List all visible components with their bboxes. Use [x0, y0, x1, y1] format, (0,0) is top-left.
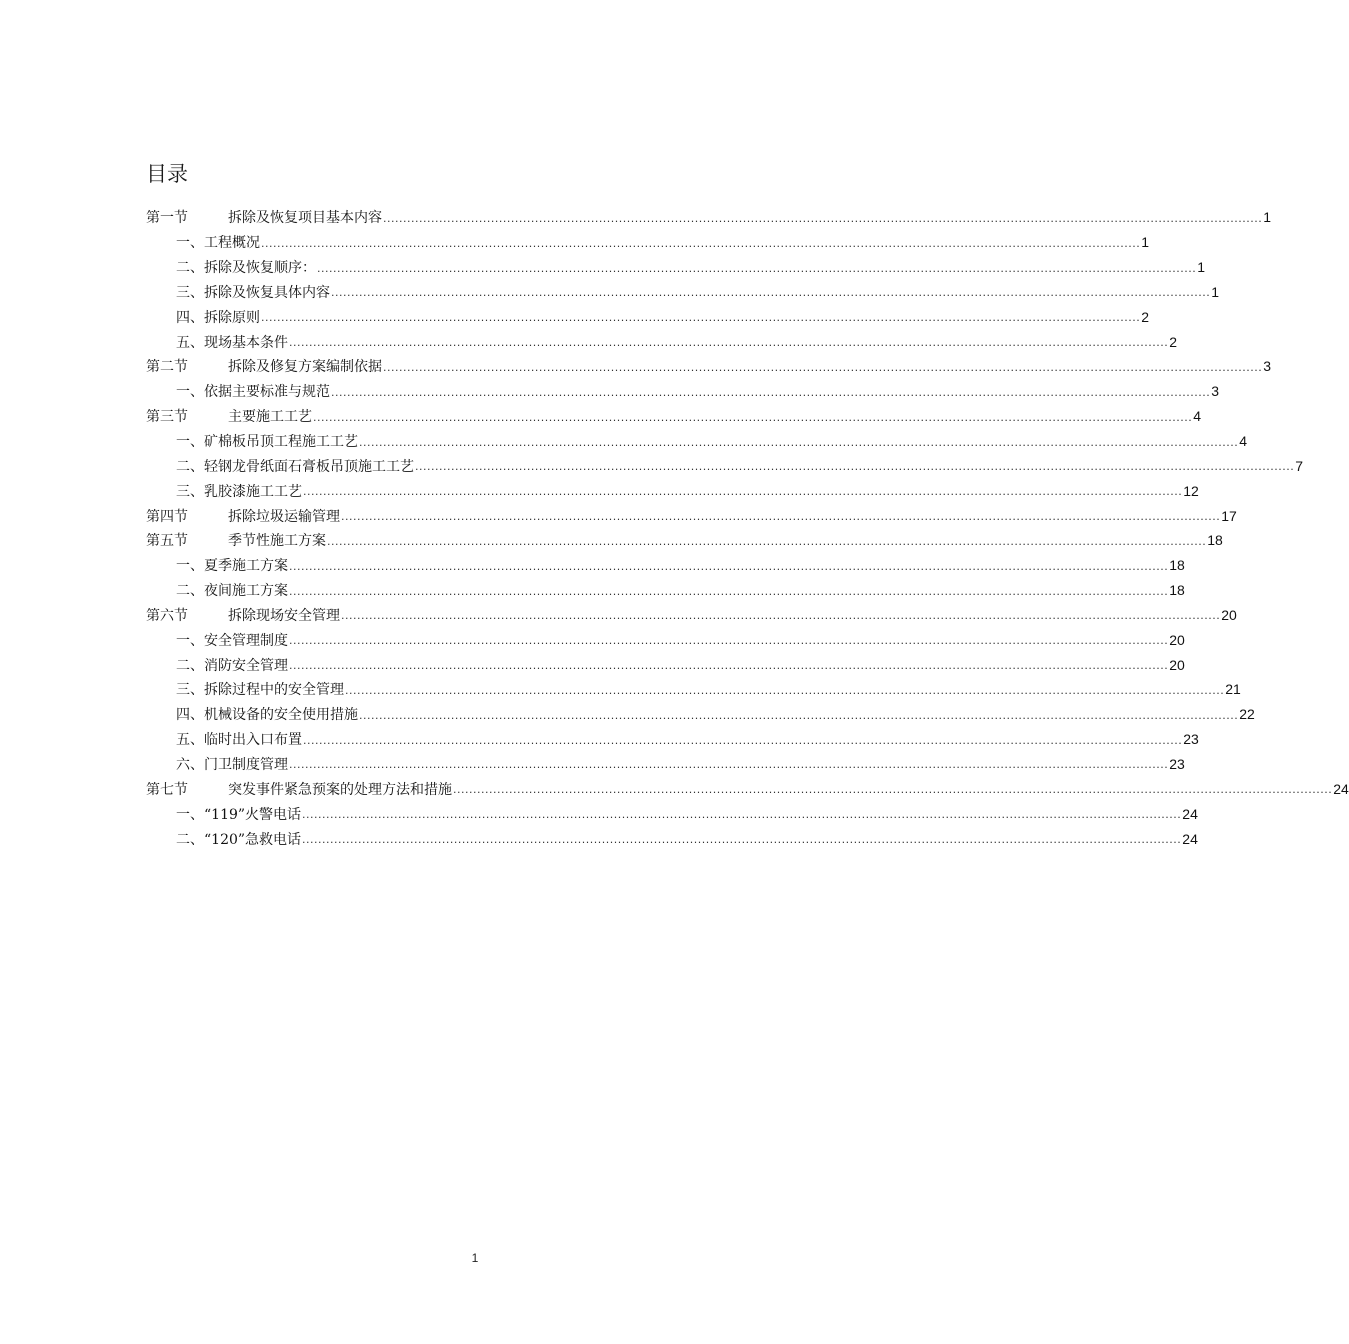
toc-page-number: 18	[1169, 557, 1185, 574]
toc-subsection-entry[interactable]	[146, 578, 1185, 603]
toc-page-number: 20	[1221, 606, 1237, 623]
toc-subsection-entry[interactable]	[146, 752, 1185, 777]
toc-entry-title	[146, 605, 340, 625]
toc-dot-leader: ............................................................................................................................................................................................................................	[289, 584, 1169, 598]
toc-dot-leader: ............................................................................................................................................................................................................................	[359, 435, 1239, 449]
toc-section-number: 第四节	[146, 508, 188, 525]
toc-dot-leader: ............................................................................................................................................................................................................................	[302, 808, 1182, 822]
toc-subsection-entry[interactable]	[146, 553, 1185, 578]
toc-entry-label: 一、夏季施工方案	[176, 558, 288, 575]
toc-subsection-entry[interactable]	[146, 478, 1199, 503]
toc-page-number: 21	[1225, 681, 1241, 698]
toc-entry-title	[176, 655, 288, 675]
toc-dot-leader: ............................................................................................................................................................................................................................	[327, 534, 1207, 548]
toc-dot-leader: ............................................................................................................................................................................................................................	[415, 460, 1295, 474]
toc-subsection-entry[interactable]	[146, 230, 1150, 255]
toc-dot-leader: ............................................................................................................................................................................................................................	[313, 410, 1193, 424]
toc-entry-title	[176, 456, 414, 476]
toc-entry-title	[146, 207, 382, 227]
toc-entry-label: 一、依据主要标准与规范	[176, 384, 330, 401]
toc-section-entry[interactable]	[146, 603, 1237, 628]
toc-entry-title	[176, 431, 358, 451]
toc-entry-label: 拆除现场安全管理	[228, 607, 340, 624]
toc-entry-title	[176, 679, 344, 699]
toc-subsection-entry[interactable]	[146, 453, 1304, 478]
toc-section-entry[interactable]	[146, 354, 1272, 379]
toc-section-entry[interactable]	[146, 503, 1237, 528]
toc-page-number: 17	[1221, 507, 1237, 524]
toc-section-number: 第三节	[146, 409, 188, 426]
toc-page-number: 12	[1183, 482, 1199, 499]
toc-section-number: 第一节	[146, 210, 188, 227]
toc-subsection-entry[interactable]	[146, 702, 1255, 727]
toc-entry-label: 季节性施工方案	[228, 533, 326, 550]
toc-entry-label: 一、安全管理制度	[176, 632, 288, 649]
toc-section-entry[interactable]	[146, 404, 1202, 429]
toc-entry-title	[176, 282, 330, 302]
toc-subsection-entry[interactable]	[146, 304, 1150, 329]
toc-entry-label: 二、夜间施工方案	[176, 583, 288, 600]
toc-entry-title	[146, 356, 382, 376]
toc-subsection-entry[interactable]	[146, 280, 1220, 305]
toc-dot-leader: ............................................................................................................................................................................................................................	[331, 286, 1211, 300]
toc-page-number: 23	[1169, 755, 1185, 772]
toc-page-number: 20	[1169, 631, 1185, 648]
toc-entry-label: 二、轻钢龙骨纸面石膏板吊顶施工工艺	[176, 458, 414, 475]
toc-page-number: 2	[1141, 308, 1150, 325]
toc-entry-label: 一、矿棉板吊顶工程施工工艺	[176, 434, 358, 451]
toc-dot-leader: ............................................................................................................................................................................................................................	[289, 659, 1169, 673]
toc-section-number: 第六节	[146, 607, 188, 624]
toc-dot-leader: ............................................................................................................................................................................................................................	[303, 485, 1183, 499]
toc-section-entry[interactable]	[146, 776, 1349, 801]
toc-page-number: 3	[1263, 358, 1272, 375]
toc-entry-label: 拆除及恢复项目基本内容	[228, 210, 382, 227]
toc-entry-title	[176, 829, 301, 849]
toc-section-entry[interactable]	[146, 205, 1272, 230]
toc-entry-label: 四、拆除原则	[176, 309, 260, 326]
toc-page-number: 24	[1182, 805, 1198, 822]
toc-section-entry[interactable]	[146, 528, 1223, 553]
table-of-contents	[146, 205, 1349, 851]
toc-page-number: 23	[1183, 731, 1199, 748]
toc-dot-leader: ............................................................................................................................................................................................................................	[302, 833, 1182, 847]
toc-section-number: 第二节	[146, 359, 188, 376]
toc-entry-title	[176, 257, 316, 277]
toc-subsection-entry[interactable]	[146, 429, 1248, 454]
toc-entry-title	[176, 630, 288, 650]
toc-entry-title	[146, 530, 326, 550]
toc-dot-leader: ............................................................................................................................................................................................................................	[383, 360, 1263, 374]
toc-subsection-entry[interactable]	[146, 677, 1241, 702]
toc-entry-title	[146, 506, 340, 526]
toc-page-number: 24	[1333, 780, 1349, 797]
toc-entry-label: 五、临时出入口布置	[176, 732, 302, 749]
toc-subsection-entry[interactable]	[146, 826, 1198, 851]
page-number: 1	[471, 1251, 479, 1265]
toc-entry-title	[176, 729, 302, 749]
toc-entry-label: 主要施工工艺	[228, 409, 312, 426]
toc-section-number: 第七节	[146, 781, 188, 798]
toc-subsection-entry[interactable]	[146, 801, 1198, 826]
toc-entry-title	[176, 307, 260, 327]
toc-page-number: 4	[1193, 408, 1202, 425]
toc-page-number: 3	[1211, 383, 1220, 400]
toc-entry-title	[176, 704, 358, 724]
toc-subsection-entry[interactable]	[146, 329, 1178, 354]
toc-page-number: 18	[1207, 532, 1223, 549]
toc-entry-label: 二、“120”急救电话	[176, 831, 302, 848]
toc-entry-title	[176, 481, 302, 501]
toc-page-number: 1	[1141, 234, 1150, 251]
toc-dot-leader: ............................................................................................................................................................................................................................	[261, 311, 1141, 325]
toc-entry-label: 拆除垃圾运输管理	[228, 508, 340, 525]
toc-entry-label: 四、机械设备的安全使用措施	[176, 707, 358, 724]
toc-dot-leader: ............................................................................................................................................................................................................................	[289, 559, 1169, 573]
toc-dot-leader: ............................................................................................................................................................................................................................	[341, 510, 1221, 524]
toc-entry-title	[176, 580, 288, 600]
toc-dot-leader: ............................................................................................................................................................................................................................	[331, 385, 1211, 399]
toc-dot-leader: ............................................................................................................................................................................................................................	[289, 758, 1169, 772]
toc-page-number: 24	[1182, 830, 1198, 847]
toc-subsection-entry[interactable]	[146, 652, 1185, 677]
toc-dot-leader: ............................................................................................................................................................................................................................	[303, 733, 1183, 747]
toc-dot-leader: ............................................................................................................................................................................................................................	[317, 261, 1197, 275]
toc-subsection-entry[interactable]	[146, 727, 1199, 752]
toc-dot-leader: ............................................................................................................................................................................................................................	[341, 609, 1221, 623]
toc-entry-title	[176, 754, 288, 774]
toc-page-number: 1	[1211, 283, 1220, 300]
toc-entry-label: 拆除及修复方案编制依据	[228, 359, 382, 376]
toc-entry-label: 二、消防安全管理	[176, 657, 288, 674]
toc-subsection-entry[interactable]	[146, 627, 1185, 652]
toc-entry-label: 三、乳胶漆施工工艺	[176, 483, 302, 500]
toc-entry-title	[176, 555, 288, 575]
toc-page-number: 7	[1295, 457, 1304, 474]
toc-page-number: 2	[1169, 333, 1178, 350]
toc-page-number: 22	[1239, 706, 1255, 723]
toc-entry-title	[176, 804, 301, 824]
toc-subsection-entry[interactable]	[146, 255, 1206, 280]
toc-entry-label: 六、门卫制度管理	[176, 756, 288, 773]
toc-entry-label: 突发事件紧急预案的处理方法和措施	[228, 781, 452, 798]
toc-entry-label: 二、拆除及恢复顺序：	[176, 260, 316, 277]
toc-entry-title	[176, 332, 288, 352]
toc-heading: 目录	[146, 162, 188, 186]
toc-entry-title	[176, 381, 330, 401]
toc-dot-leader: ............................................................................................................................................................................................................................	[345, 683, 1225, 697]
toc-entry-label: 一、工程概况	[176, 235, 260, 252]
toc-entry-label: 三、拆除过程中的安全管理	[176, 682, 344, 699]
toc-dot-leader: ............................................................................................................................................................................................................................	[453, 783, 1333, 797]
toc-page-number: 1	[1197, 259, 1206, 276]
toc-page-number: 4	[1239, 433, 1248, 450]
toc-entry-label: 三、拆除及恢复具体内容	[176, 284, 330, 301]
toc-page-number: 20	[1169, 656, 1185, 673]
toc-page-number: 1	[1263, 209, 1272, 226]
toc-dot-leader: ............................................................................................................................................................................................................................	[289, 336, 1169, 350]
toc-entry-title	[146, 779, 452, 799]
toc-subsection-entry[interactable]	[146, 379, 1220, 404]
toc-entry-label: 一、“119”火警电话	[176, 806, 302, 823]
toc-entry-title	[176, 232, 260, 252]
toc-page-number: 18	[1169, 582, 1185, 599]
toc-entry-label: 五、现场基本条件	[176, 334, 288, 351]
toc-dot-leader: ............................................................................................................................................................................................................................	[359, 708, 1239, 722]
toc-entry-title	[146, 406, 312, 426]
toc-dot-leader: ............................................................................................................................................................................................................................	[289, 634, 1169, 648]
toc-dot-leader: ............................................................................................................................................................................................................................	[261, 236, 1141, 250]
toc-dot-leader: ............................................................................................................................................................................................................................	[383, 211, 1263, 225]
toc-section-number: 第五节	[146, 533, 188, 550]
